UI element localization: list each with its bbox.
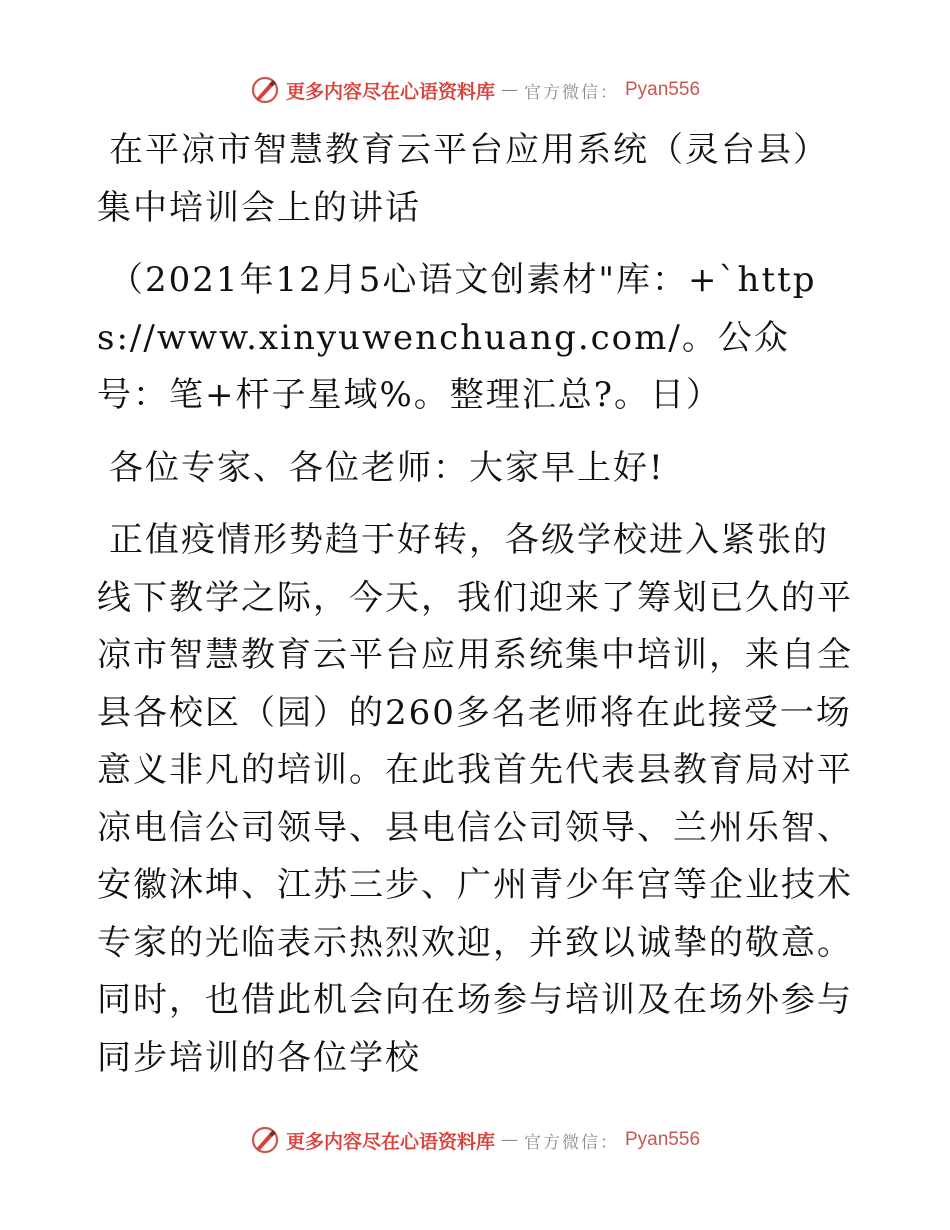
- watermark-dash: —: [501, 80, 518, 100]
- watermark-sub-text: 官方微信：: [524, 82, 619, 103]
- watermark-header: [0, 70, 950, 110]
- pen-logo-icon: [250, 75, 280, 105]
- watermark-main-text: 更多内容尽在心语资料库: [285, 80, 495, 103]
- watermark-sub-text: 官方微信：: [524, 1132, 619, 1153]
- document-title: 在平凉市智慧教育云平台应用系统（灵台县）集中培训会上的讲话: [97, 130, 829, 228]
- pen-logo-icon: [250, 1125, 280, 1155]
- watermark-wechat-id: Pyan556: [625, 1129, 701, 1150]
- document-body-paragraph: 正值疫情形势趋于好转，各级学校进入紧张的线下教学之际，今天，我们迎来了筹划已久的平凉市智慧教育云平台应用系统集中培训，来自全县各校区（园）的260多名老师将在此接受一场意义非凡的培训。在此我首先代表县教育局对平凉电信公司领导、县电信公司领导、兰州乐智、安徽沐坤、江苏三步、广州青少年宫等企业技术专家的光临表示热烈欢迎，并致以诚挚的敬意。同时，也借此机会向在场参与培训及在场外参与同步培训的各位学校: [97, 520, 853, 1078]
- document-content: [97, 122, 857, 1087]
- document-greeting: 各位专家、各位老师：大家早上好!: [109, 447, 665, 488]
- watermark-dash: —: [501, 1130, 518, 1150]
- watermark-wechat-id: Pyan556: [625, 79, 701, 100]
- document-date-line: （2021年12月5心语文创素材"库：+`https://www.xinyuwenchuang.com/。公众号：笔+杆子星域%。整理汇总?。日）: [97, 260, 817, 415]
- watermark-footer: [0, 1120, 950, 1160]
- watermark-main-text: 更多内容尽在心语资料库: [285, 1130, 495, 1153]
